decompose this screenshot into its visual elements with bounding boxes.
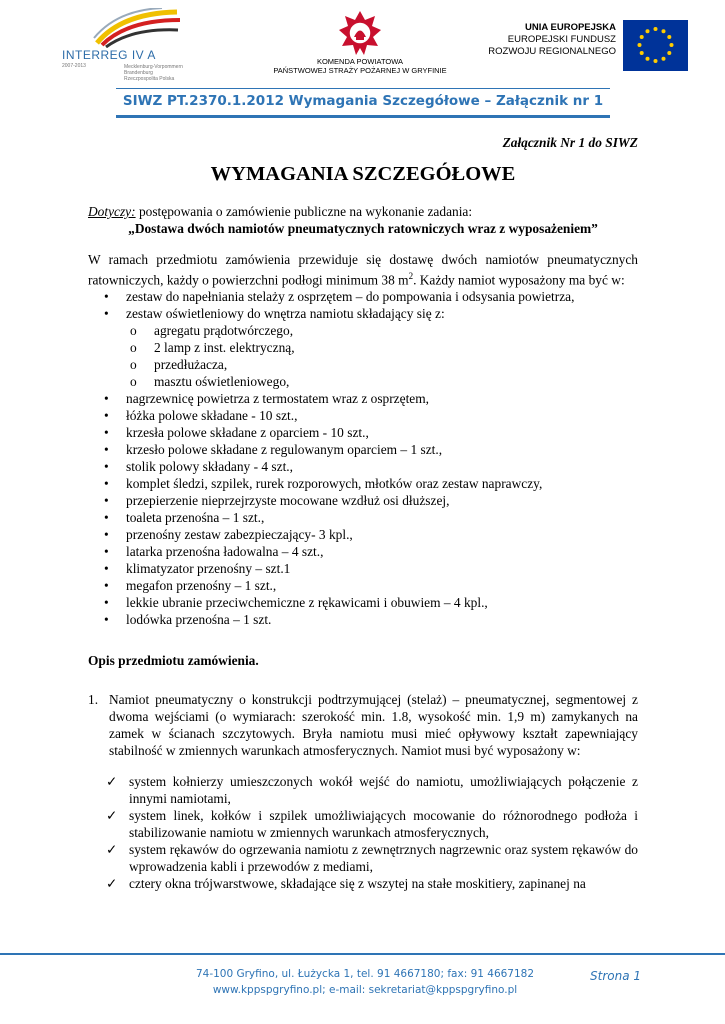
- header-rule-thick: [116, 115, 610, 118]
- bullet-icon: •: [104, 527, 109, 543]
- intro-text-end: . Każdy namiot wyposażony ma być w:: [413, 272, 625, 288]
- eu-line1: UNIA EUROPEJSKA: [525, 22, 616, 33]
- check-list-item: [88, 807, 638, 841]
- section-heading: Opis przedmiotu zamówienia.: [88, 653, 259, 669]
- bullet-icon: •: [104, 578, 109, 594]
- psp-line1: KOMENDA POWIATOWA: [316, 57, 404, 66]
- psp-logo: [255, 10, 465, 90]
- list-item-text: 2 lamp z inst. elektryczną,: [154, 340, 295, 356]
- footer-contact: [150, 966, 580, 998]
- list-item-text: agregatu prądotwórczego,: [154, 323, 294, 339]
- page-title: WYMAGANIA SZCZEGÓŁOWE: [210, 163, 516, 185]
- bullet-icon: o: [130, 374, 137, 390]
- bullet-icon: •: [104, 595, 109, 611]
- list-item-text: cztery okna trójwarstwowe, składające się z wszytej na stałe moskitiery, zapinanej na: [129, 876, 586, 892]
- footer-rule: [0, 953, 725, 955]
- list-item-text: zestaw oświetleniowy do wnętrza namiotu składający się z:: [126, 306, 445, 322]
- intro-text: W ramach przedmiotu zamówienia przewiduje się dostawę dwóch namiotów pneumatycznych ratowniczych, każdy o powierzchni podłogi minimum 38 m: [88, 252, 638, 288]
- bullet-icon: •: [104, 289, 109, 305]
- list-item: [88, 441, 638, 458]
- list-item: [88, 594, 638, 611]
- list-item: [88, 509, 638, 526]
- bullet-icon: •: [104, 425, 109, 441]
- interreg-wave-icon: [92, 8, 182, 48]
- list-item-text: lekkie ubranie przeciwchemiczne z rękawicami i obuwiem – 4 kpl.,: [126, 595, 488, 611]
- list-item: [88, 424, 638, 441]
- list-item-text: klimatyzator przenośny – szt.1: [126, 561, 291, 577]
- lighting-sublist: [88, 322, 638, 390]
- list-item: [88, 288, 638, 305]
- list-item: [88, 526, 638, 543]
- list-item: [88, 577, 638, 594]
- intro-superscript: 2: [408, 271, 414, 281]
- list-item-text: system kołnierzy umieszczonych wokół wejść do namiotu, umożliwiających połączenie z innymi namiotami,: [129, 774, 638, 807]
- sub-list-item: [88, 373, 638, 390]
- list-item-text: łóżka polowe składane - 10 szt.,: [126, 408, 298, 424]
- psp-line2: PAŃSTWOWEJ STRAŻY POŻARNEJ W GRYFINIE: [273, 66, 447, 75]
- concerns-text: postępowania o zamówienie publiczne na wykonanie zadania:: [135, 204, 473, 219]
- list-item-text: krzesło polowe składane z regulowanym oparciem – 1 szt.,: [126, 442, 443, 458]
- list-item: [88, 407, 638, 424]
- bullet-icon: •: [104, 306, 109, 322]
- bullet-icon: •: [104, 442, 109, 458]
- interreg-region: Mecklenburg-Vorpommern: [124, 64, 183, 70]
- annex-label: Załącznik Nr 1 do SIWZ: [502, 135, 638, 150]
- interreg-regions: [124, 64, 202, 82]
- bullet-icon: •: [104, 476, 109, 492]
- list-item-text: przenośny zestaw zabezpieczający- 3 kpl.,: [126, 527, 353, 543]
- concerns-paragraph: [88, 203, 638, 220]
- bullet-icon: •: [104, 544, 109, 560]
- check-icon: ✓: [106, 808, 118, 824]
- check-list-item: [88, 841, 638, 875]
- list-item: [88, 492, 638, 509]
- equipment-list: [88, 288, 638, 322]
- bullet-icon: •: [104, 408, 109, 424]
- eu-logo: [478, 20, 688, 72]
- bullet-icon: •: [104, 391, 109, 407]
- eu-flag-icon: [623, 20, 688, 71]
- bullet-icon: •: [104, 459, 109, 475]
- document-body: [88, 130, 638, 892]
- bullet-icon: o: [130, 357, 137, 373]
- check-list-item: [88, 875, 638, 892]
- header-rule: [116, 88, 610, 89]
- document-header-title: SIWZ PT.2370.1.2012 Wymagania Szczegółowe – Załącznik nr 1: [122, 93, 604, 109]
- list-item-text: megafon przenośny – 1 szt.,: [126, 578, 277, 594]
- check-icon: ✓: [106, 774, 118, 790]
- list-item: [88, 475, 638, 492]
- bullet-icon: •: [104, 561, 109, 577]
- equipment-list-continued: [88, 390, 638, 628]
- concerns-label: Dotyczy:: [88, 204, 136, 219]
- eu-line3: ROZWOJU REGIONALNEGO: [488, 46, 616, 57]
- footer-address: 74-100 Gryfino, ul. Łużycka 1, tel. 91 4667180; fax: 91 4667182: [195, 968, 535, 980]
- item-number: 1.: [88, 692, 99, 708]
- eu-text: [488, 22, 616, 58]
- list-item-text: krzesła polowe składane z oparciem - 10 szt.,: [126, 425, 369, 441]
- interreg-years: 2007-2013: [62, 63, 86, 69]
- sub-list-item: [88, 339, 638, 356]
- list-item: [88, 560, 638, 577]
- list-item-text: masztu oświetleniowego,: [154, 374, 290, 390]
- bullet-icon: o: [130, 323, 137, 339]
- fire-brigade-emblem-icon: [338, 10, 382, 56]
- list-item-text: zestaw do napełniania stelaży z osprzętem – do pompowania i odsysania powietrza,: [126, 289, 575, 305]
- intro-paragraph: [88, 251, 638, 288]
- list-item: [88, 305, 638, 322]
- list-item-text: komplet śledzi, szpilek, rurek rozporowych, młotków oraz zestaw naprawczy,: [126, 476, 543, 492]
- check-icon: ✓: [106, 876, 118, 892]
- bullet-icon: •: [104, 510, 109, 526]
- item-text: Namiot pneumatyczny o konstrukcji podtrzymującej (stelaż) – pneumatycznej, segmentowej z dwoma wejściami (o wymiarach: szerokość min. 1.8, wysokość min. 1,9 m) zamykanych na zamek w ścianach szczytowych. Bryła namiotu musi mieć opływowy kształt zapewniający stabilność w zmiennych warunkach atmosferycznych. Namiot musi być wyposażony w:: [109, 692, 638, 759]
- list-item-text: latarka przenośna ładowalna – 4 szt.,: [126, 544, 324, 560]
- page-number: Strona 1: [590, 969, 642, 983]
- list-item: [88, 543, 638, 560]
- list-item: [88, 390, 638, 407]
- list-item: [88, 458, 638, 475]
- list-item-text: przepierzenie nieprzejrzyste mocowane wzdłuż osi dłuższej,: [126, 493, 450, 509]
- eu-line2: EUROPEJSKI FUNDUSZ: [507, 34, 616, 45]
- bullet-icon: •: [104, 493, 109, 509]
- bullet-icon: •: [104, 612, 109, 628]
- list-item-text: system rękawów do ogrzewania namiotu z zewnętrznych nagrzewnic oraz system rękawów do wprowadzenia kabli i przewodów z mediami,: [129, 842, 638, 875]
- interreg-name: INTERREG IV A: [62, 48, 156, 62]
- interreg-logo: [62, 8, 202, 86]
- interreg-region: Rzeczpospolita Polska: [124, 76, 175, 82]
- footer-web-email: www.kppspgryfino.pl; e-mail: sekretariat@kppspgryfino.pl: [212, 984, 518, 996]
- list-item: [88, 611, 638, 628]
- list-item-text: stolik polowy składany - 4 szt.,: [126, 459, 293, 475]
- numbered-item: [88, 691, 638, 759]
- list-item-text: nagrzewnicę powietrza z termostatem wraz z osprzętem,: [126, 391, 429, 407]
- check-icon: ✓: [106, 842, 118, 858]
- sub-list-item: [88, 356, 638, 373]
- bullet-icon: o: [130, 340, 137, 356]
- list-item-text: lodówka przenośna – 1 szt.: [126, 612, 272, 628]
- check-list: [88, 773, 638, 892]
- list-item-text: toaleta przenośna – 1 szt.,: [126, 510, 265, 526]
- list-item-text: system linek, kołków i szpilek umożliwiających mocowanie do różnorodnego podłoża i stabilizowanie namiotu w zmiennych warunkach atmosferycznych,: [129, 808, 638, 841]
- list-item-text: przedłużacza,: [154, 357, 228, 373]
- interreg-region: Brandenburg: [124, 70, 153, 76]
- order-subject: „Dostawa dwóch namiotów pneumatycznych ratowniczych wraz z wyposażeniem”: [128, 221, 598, 236]
- sub-list-item: [88, 322, 638, 339]
- check-list-item: [88, 773, 638, 807]
